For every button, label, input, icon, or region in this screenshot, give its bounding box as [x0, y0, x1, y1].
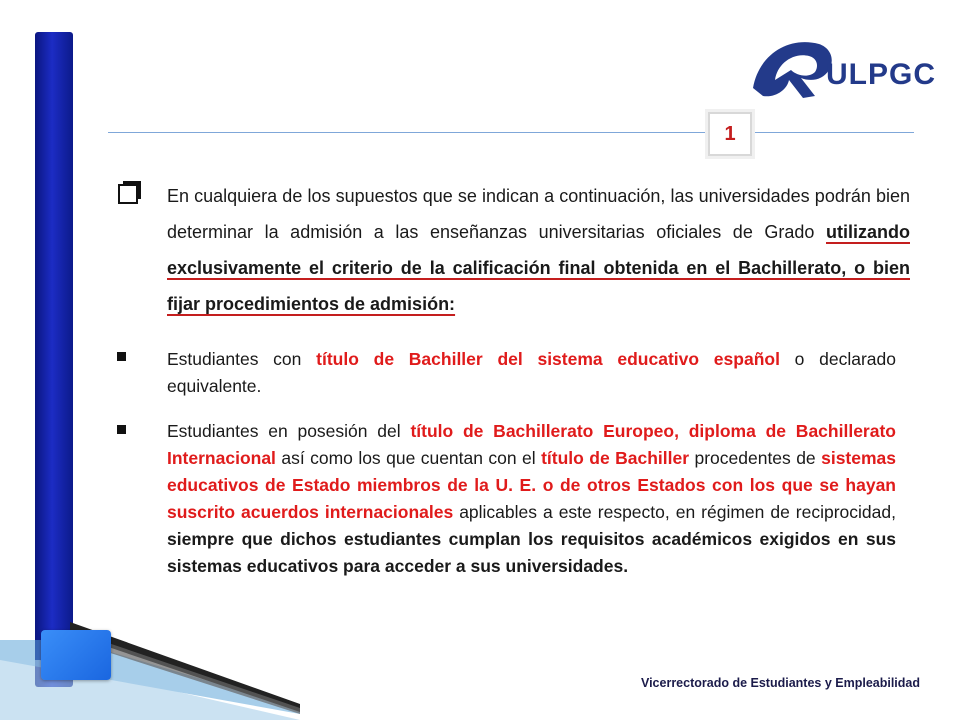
item-text: así como los que cuentan con el: [275, 448, 542, 468]
intro-highlight: utilizando exclusivamente el criterio de la calificación final obtenida en el Bachillerato, o bien fijar procedimientos de admisión:: [167, 222, 910, 314]
header-divider: [108, 132, 914, 133]
item-text: aplicables a este respecto, en régimen de reciprocidad,: [453, 502, 896, 522]
intro-paragraph: [167, 178, 910, 322]
square-bullet-icon: [117, 425, 126, 434]
item-text: procedentes de: [689, 448, 822, 468]
list-item: [167, 346, 896, 400]
item-text: Estudiantes en posesión del: [167, 421, 411, 441]
item-highlight: título de Bachillerato Europeo, diploma de Bachillerato Internacional: [167, 421, 896, 468]
item-text: Estudiantes con: [167, 349, 317, 369]
decorative-ribbon: [0, 600, 960, 720]
item-highlight: título de Bachiller: [541, 448, 690, 468]
square-bullet-icon: [117, 352, 126, 361]
page-number: 1: [724, 122, 736, 145]
item-highlight: sistemas educativos de Estado miembros de la U. E. o de otros Estados con los que se hayan suscrito acuerdos internacionales: [167, 448, 897, 522]
left-accent-bar: [35, 32, 73, 687]
item-highlight: título de Bachiller del sistema educativo español: [316, 349, 780, 369]
decorative-blue-square: [41, 630, 111, 680]
list-item: [167, 418, 896, 580]
item-text: o declarado equivalente.: [167, 349, 896, 396]
checkbox-bullet-icon: [118, 178, 144, 206]
intro-text: En cualquiera de los supuestos que se indican a continuación, las universidades podrán bien determinar la admisión a las enseñanzas universitarias oficiales de Grado: [167, 186, 910, 242]
page-number-box: [708, 112, 752, 156]
logo-text: ULPGC: [826, 58, 936, 91]
footer-text: Vicerrectorado de Estudiantes y Empleabilidad: [640, 676, 920, 690]
item-bold-text: siempre que dichos estudiantes cumplan los requisitos académicos exigidos en sus sistemas educativos para acceder a sus universidades.: [167, 529, 896, 576]
